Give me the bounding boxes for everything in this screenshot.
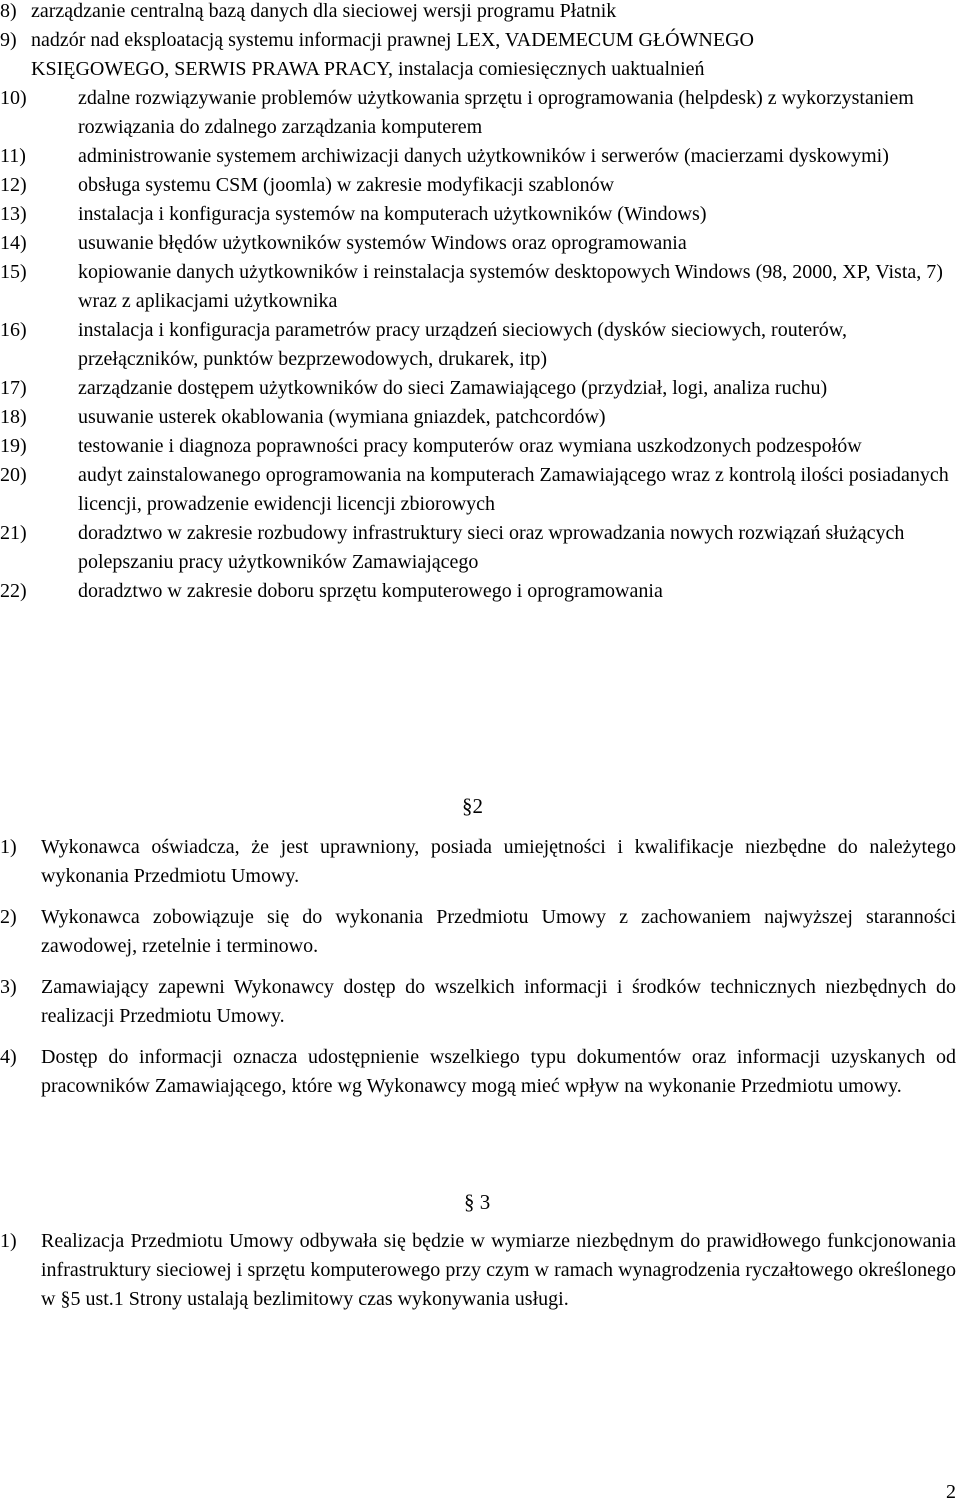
paragraph-text: Zamawiający zapewni Wykonawcy dostęp do wszelkich informacji i środków technicznych niezbędnych do realizacji Przedmiotu Umowy. [41, 976, 956, 1027]
item-text: zarządzanie centralną bazą danych dla sieciowej wersji programu Płatnik [31, 0, 617, 22]
list-item [0, 0, 960, 26]
paragraph-text: Dostęp do informacji oznacza udostępnienie wszelkiego typu dokumentów oraz informacji uzyskanych od pracowników Zamawiającego, które wg Wykonawcy mogą mieć wpływ na wykonanie Przedmiotu umowy. [41, 1046, 956, 1097]
list-item [0, 171, 960, 200]
item-number: 12) [0, 174, 27, 196]
item-number: 9) [0, 29, 17, 51]
list-item [0, 26, 960, 84]
paragraph-number: 3) [0, 976, 17, 998]
paragraph [0, 1227, 956, 1314]
paragraph-text: Realizacja Przedmiotu Umowy odbywała się będzie w wymiarze niezbędnym do prawidłowego funkcjonowania infrastruktury sieciowej i sprzętu komputerowego przy czym w ramach wynagrodzenia ryczałtowego określonego w §5 ust.1 Strony ustalają bezlimitowy czas wykonywania usługi. [41, 1230, 956, 1310]
item-number: 19) [0, 435, 27, 457]
paragraph-number: 4) [0, 1046, 17, 1068]
list-item [0, 316, 960, 374]
paragraph [0, 1043, 956, 1101]
paragraph [0, 903, 956, 961]
item-text: usuwanie błędów użytkowników systemów Windows oraz oprogramowania [78, 232, 687, 254]
list-item [0, 577, 960, 606]
item-number: 15) [0, 261, 27, 283]
section-2-body [0, 833, 956, 1113]
scope-list [0, 0, 960, 606]
list-item [0, 142, 960, 171]
section-3-heading: § 3 [464, 1190, 491, 1214]
list-item [0, 432, 960, 461]
list-item [0, 403, 960, 432]
item-text: testowanie i diagnoza poprawności pracy komputerów oraz wymiana uszkodzonych podzespołów [78, 435, 862, 457]
item-number: 16) [0, 319, 27, 341]
list-item [0, 84, 960, 142]
item-number: 17) [0, 377, 27, 399]
list-item [0, 229, 960, 258]
item-text: administrowanie systemem archiwizacji danych użytkowników i serwerów (macierzami dyskowymi) [78, 145, 889, 167]
paragraph [0, 833, 956, 891]
item-text: obsługa systemu CSM (joomla) w zakresie modyfikacji szablonów [78, 174, 615, 196]
item-text: doradztwo w zakresie doboru sprzętu komputerowego i oprogramowania [78, 580, 663, 602]
item-text: zdalne rozwiązywanie problemów użytkowania sprzętu i oprogramowania (helpdesk) z wykorzystaniem rozwiązania do zdalnego zarządzania komputerem [78, 87, 914, 138]
item-number: 11) [0, 145, 26, 167]
list-item [0, 200, 960, 229]
section-2-heading: §2 [462, 794, 483, 818]
list-item [0, 519, 960, 577]
item-number: 14) [0, 232, 27, 254]
item-text: instalacja i konfiguracja systemów na komputerach użytkowników (Windows) [78, 203, 707, 225]
list-item [0, 461, 960, 519]
list-item [0, 374, 960, 403]
paragraph [0, 973, 956, 1031]
item-number: 20) [0, 464, 27, 486]
item-number: 22) [0, 580, 27, 602]
item-number: 21) [0, 522, 27, 544]
list-item [0, 258, 960, 316]
item-text: kopiowanie danych użytkowników i reinstalacja systemów desktopowych Windows (98, 2000, XP, Vista, 7) wraz z aplikacjami użytkownika [78, 261, 943, 312]
item-text: doradztwo w zakresie rozbudowy infrastruktury sieci oraz wprowadzania nowych rozwiązań służących polepszaniu pracy użytkowników Zamawiającego [78, 522, 905, 573]
item-text: audyt zainstalowanego oprogramowania na komputerach Zamawiającego wraz z kontrolą ilości posiadanych licencji, prowadzenie ewidencji licencji zbiorowych [78, 464, 949, 515]
paragraph-number: 1) [0, 1230, 17, 1252]
item-number: 10) [0, 87, 27, 109]
paragraph-text: Wykonawca oświadcza, że jest uprawniony, posiada umiejętności i kwalifikacje niezbędne do należytego wykonania Przedmiotu Umowy. [41, 836, 956, 887]
item-number: 18) [0, 406, 27, 428]
item-text: usuwanie usterek okablowania (wymiana gniazdek, patchcordów) [78, 406, 606, 428]
paragraph-number: 2) [0, 906, 17, 928]
item-text: nadzór nad eksploatacją systemu informacji prawnej LEX, VADEMECUM GŁÓWNEGO KSIĘGOWEGO, SERWIS PRAWA PRACY, instalacja comiesięcznych uaktualnień [31, 29, 754, 80]
item-number: 13) [0, 203, 27, 225]
section-3-body [0, 1227, 956, 1326]
page-number: 2 [946, 1481, 956, 1503]
item-text: zarządzanie dostępem użytkowników do sieci Zamawiającego (przydział, logi, analiza ruchu) [78, 377, 828, 399]
item-number: 8) [0, 0, 17, 22]
paragraph-text: Wykonawca zobowiązuje się do wykonania Przedmiotu Umowy z zachowaniem najwyższej staranności zawodowej, rzetelnie i terminowo. [41, 906, 956, 957]
item-text: instalacja i konfiguracja parametrów pracy urządzeń sieciowych (dysków sieciowych, routerów, przełączników, punktów bezprzewodowych, drukarek, itp) [78, 319, 847, 370]
paragraph-number: 1) [0, 836, 17, 858]
